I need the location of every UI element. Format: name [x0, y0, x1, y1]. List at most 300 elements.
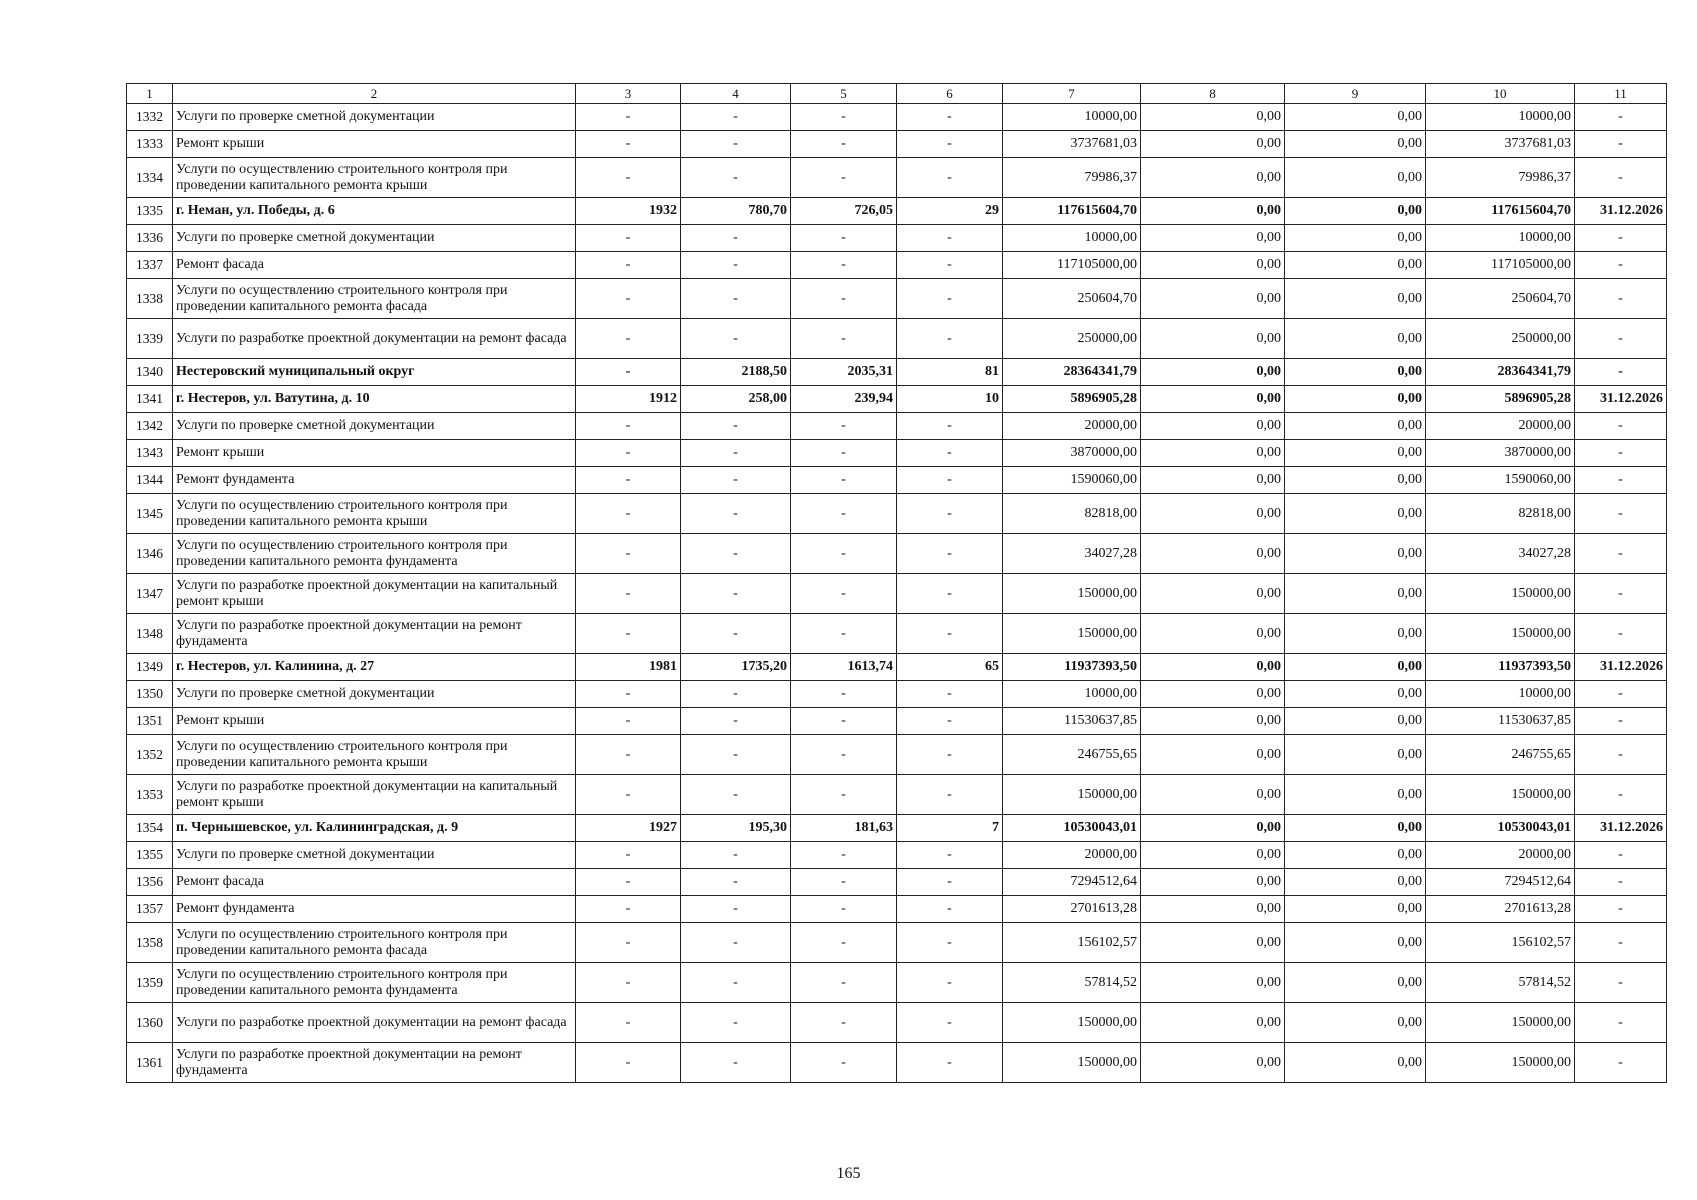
- funding-cell-10: 5896905,28: [1426, 386, 1575, 413]
- row-number: 1333: [127, 131, 173, 158]
- table-row: [127, 158, 1667, 198]
- deadline-cell: -: [1575, 896, 1667, 923]
- total-cost-cell: 82818,00: [1003, 494, 1141, 534]
- table-row: [127, 681, 1667, 708]
- funding-cell-9: 0,00: [1285, 279, 1426, 319]
- funding-cell-10: 150000,00: [1426, 1003, 1575, 1043]
- row-description: Ремонт крыши: [173, 131, 576, 158]
- residents-count-cell: -: [897, 708, 1003, 735]
- total-area-cell: -: [681, 869, 791, 896]
- total-area-cell: -: [681, 534, 791, 574]
- total-cost-cell: 246755,65: [1003, 735, 1141, 775]
- column-header: 10: [1426, 84, 1575, 104]
- total-area-cell: -: [681, 1043, 791, 1083]
- year-built-cell: -: [576, 279, 681, 319]
- living-area-cell: -: [791, 842, 897, 869]
- funding-cell-8: 0,00: [1141, 654, 1285, 681]
- funding-cell-8: 0,00: [1141, 359, 1285, 386]
- table-row: [127, 359, 1667, 386]
- table-row: [127, 467, 1667, 494]
- funding-cell-9: 0,00: [1285, 815, 1426, 842]
- total-area-cell: -: [681, 413, 791, 440]
- residents-count-cell: 10: [897, 386, 1003, 413]
- funding-cell-10: 117105000,00: [1426, 252, 1575, 279]
- total-cost-cell: 10000,00: [1003, 225, 1141, 252]
- living-area-cell: -: [791, 225, 897, 252]
- living-area-cell: -: [791, 896, 897, 923]
- living-area-cell: -: [791, 467, 897, 494]
- table-row: [127, 198, 1667, 225]
- living-area-cell: -: [791, 735, 897, 775]
- residents-count-cell: -: [897, 681, 1003, 708]
- funding-cell-10: 10000,00: [1426, 681, 1575, 708]
- row-number: 1344: [127, 467, 173, 494]
- year-built-cell: -: [576, 104, 681, 131]
- year-built-cell: -: [576, 963, 681, 1003]
- year-built-cell: -: [576, 574, 681, 614]
- deadline-cell: -: [1575, 467, 1667, 494]
- total-cost-cell: 20000,00: [1003, 413, 1141, 440]
- total-cost-cell: 57814,52: [1003, 963, 1141, 1003]
- total-area-cell: -: [681, 440, 791, 467]
- row-description: Ремонт фундамента: [173, 467, 576, 494]
- deadline-cell: -: [1575, 494, 1667, 534]
- total-cost-cell: 10000,00: [1003, 104, 1141, 131]
- year-built-cell: -: [576, 1003, 681, 1043]
- funding-cell-9: 0,00: [1285, 440, 1426, 467]
- deadline-cell: -: [1575, 869, 1667, 896]
- funding-cell-10: 20000,00: [1426, 842, 1575, 869]
- row-number: 1350: [127, 681, 173, 708]
- funding-cell-8: 0,00: [1141, 1043, 1285, 1083]
- row-description: Услуги по осуществлению строительного контроля при проведении капитального ремонта фасада: [173, 279, 576, 319]
- funding-cell-8: 0,00: [1141, 735, 1285, 775]
- total-area-cell: -: [681, 614, 791, 654]
- funding-cell-9: 0,00: [1285, 1003, 1426, 1043]
- funding-cell-8: 0,00: [1141, 614, 1285, 654]
- total-area-cell: 258,00: [681, 386, 791, 413]
- funding-cell-8: 0,00: [1141, 467, 1285, 494]
- total-cost-cell: 28364341,79: [1003, 359, 1141, 386]
- table-row: [127, 815, 1667, 842]
- table-row: [127, 775, 1667, 815]
- residents-count-cell: 81: [897, 359, 1003, 386]
- living-area-cell: -: [791, 494, 897, 534]
- funding-cell-9: 0,00: [1285, 386, 1426, 413]
- row-description: Услуги по разработке проектной документации на ремонт фасада: [173, 319, 576, 359]
- year-built-cell: -: [576, 440, 681, 467]
- funding-cell-8: 0,00: [1141, 413, 1285, 440]
- funding-cell-9: 0,00: [1285, 104, 1426, 131]
- funding-cell-8: 0,00: [1141, 815, 1285, 842]
- living-area-cell: -: [791, 252, 897, 279]
- deadline-cell: -: [1575, 534, 1667, 574]
- table-row: [127, 386, 1667, 413]
- total-area-cell: -: [681, 494, 791, 534]
- deadline-cell: -: [1575, 359, 1667, 386]
- row-description: п. Чернышевское, ул. Калининградская, д. 9: [173, 815, 576, 842]
- row-number: 1339: [127, 319, 173, 359]
- funding-cell-8: 0,00: [1141, 869, 1285, 896]
- residents-count-cell: -: [897, 1043, 1003, 1083]
- funding-cell-10: 117615604,70: [1426, 198, 1575, 225]
- deadline-cell: -: [1575, 1003, 1667, 1043]
- row-number: 1338: [127, 279, 173, 319]
- residents-count-cell: -: [897, 252, 1003, 279]
- living-area-cell: -: [791, 681, 897, 708]
- row-number: 1355: [127, 842, 173, 869]
- total-cost-cell: 156102,57: [1003, 923, 1141, 963]
- funding-cell-9: 0,00: [1285, 654, 1426, 681]
- total-cost-cell: 150000,00: [1003, 775, 1141, 815]
- year-built-cell: 1932: [576, 198, 681, 225]
- total-area-cell: -: [681, 896, 791, 923]
- residents-count-cell: -: [897, 1003, 1003, 1043]
- column-header: 3: [576, 84, 681, 104]
- deadline-cell: -: [1575, 923, 1667, 963]
- row-description: г. Нестеров, ул. Ватутина, д. 10: [173, 386, 576, 413]
- row-number: 1332: [127, 104, 173, 131]
- year-built-cell: -: [576, 923, 681, 963]
- residents-count-cell: -: [897, 574, 1003, 614]
- total-area-cell: 780,70: [681, 198, 791, 225]
- deadline-cell: -: [1575, 225, 1667, 252]
- funding-cell-10: 11530637,85: [1426, 708, 1575, 735]
- living-area-cell: 239,94: [791, 386, 897, 413]
- funding-cell-9: 0,00: [1285, 319, 1426, 359]
- funding-cell-8: 0,00: [1141, 440, 1285, 467]
- living-area-cell: -: [791, 534, 897, 574]
- deadline-cell: -: [1575, 413, 1667, 440]
- total-area-cell: -: [681, 158, 791, 198]
- funding-cell-9: 0,00: [1285, 869, 1426, 896]
- row-number: 1352: [127, 735, 173, 775]
- residents-count-cell: -: [897, 896, 1003, 923]
- total-area-cell: -: [681, 252, 791, 279]
- year-built-cell: -: [576, 359, 681, 386]
- funding-cell-9: 0,00: [1285, 252, 1426, 279]
- residents-count-cell: -: [897, 614, 1003, 654]
- year-built-cell: 1981: [576, 654, 681, 681]
- total-cost-cell: 7294512,64: [1003, 869, 1141, 896]
- deadline-cell: -: [1575, 963, 1667, 1003]
- total-area-cell: -: [681, 681, 791, 708]
- living-area-cell: -: [791, 614, 897, 654]
- residents-count-cell: -: [897, 319, 1003, 359]
- table-row: [127, 735, 1667, 775]
- residents-count-cell: -: [897, 494, 1003, 534]
- total-area-cell: -: [681, 963, 791, 1003]
- residents-count-cell: 7: [897, 815, 1003, 842]
- funding-cell-10: 156102,57: [1426, 923, 1575, 963]
- total-cost-cell: 3737681,03: [1003, 131, 1141, 158]
- row-description: г. Нестеров, ул. Калинина, д. 27: [173, 654, 576, 681]
- table-row: [127, 963, 1667, 1003]
- living-area-cell: 1613,74: [791, 654, 897, 681]
- row-number: 1343: [127, 440, 173, 467]
- deadline-cell: 31.12.2026: [1575, 386, 1667, 413]
- year-built-cell: -: [576, 467, 681, 494]
- living-area-cell: -: [791, 574, 897, 614]
- living-area-cell: -: [791, 1043, 897, 1083]
- row-description: Услуги по проверке сметной документации: [173, 842, 576, 869]
- row-number: 1348: [127, 614, 173, 654]
- funding-cell-10: 250604,70: [1426, 279, 1575, 319]
- funding-cell-8: 0,00: [1141, 252, 1285, 279]
- funding-cell-9: 0,00: [1285, 534, 1426, 574]
- total-area-cell: -: [681, 574, 791, 614]
- deadline-cell: -: [1575, 614, 1667, 654]
- year-built-cell: -: [576, 775, 681, 815]
- row-number: 1346: [127, 534, 173, 574]
- funding-cell-8: 0,00: [1141, 1003, 1285, 1043]
- row-number: 1353: [127, 775, 173, 815]
- row-description: Услуги по осуществлению строительного контроля при проведении капитального ремонта фасада: [173, 923, 576, 963]
- table-row: [127, 494, 1667, 534]
- deadline-cell: -: [1575, 842, 1667, 869]
- funding-cell-9: 0,00: [1285, 198, 1426, 225]
- table-row: [127, 842, 1667, 869]
- year-built-cell: -: [576, 494, 681, 534]
- total-cost-cell: 10530043,01: [1003, 815, 1141, 842]
- year-built-cell: -: [576, 1043, 681, 1083]
- table-row: [127, 923, 1667, 963]
- year-built-cell: -: [576, 896, 681, 923]
- funding-cell-8: 0,00: [1141, 923, 1285, 963]
- deadline-cell: -: [1575, 158, 1667, 198]
- living-area-cell: -: [791, 923, 897, 963]
- table-row: [127, 225, 1667, 252]
- table-row: [127, 869, 1667, 896]
- row-number: 1359: [127, 963, 173, 1003]
- row-number: 1341: [127, 386, 173, 413]
- funding-cell-9: 0,00: [1285, 923, 1426, 963]
- funding-cell-8: 0,00: [1141, 198, 1285, 225]
- total-area-cell: -: [681, 735, 791, 775]
- funding-cell-10: 3737681,03: [1426, 131, 1575, 158]
- row-description: Услуги по проверке сметной документации: [173, 104, 576, 131]
- total-cost-cell: 20000,00: [1003, 842, 1141, 869]
- deadline-cell: -: [1575, 131, 1667, 158]
- living-area-cell: 181,63: [791, 815, 897, 842]
- deadline-cell: -: [1575, 735, 1667, 775]
- funding-cell-9: 0,00: [1285, 131, 1426, 158]
- total-cost-cell: 150000,00: [1003, 614, 1141, 654]
- row-number: 1336: [127, 225, 173, 252]
- living-area-cell: -: [791, 708, 897, 735]
- table-row: [127, 654, 1667, 681]
- funding-cell-9: 0,00: [1285, 1043, 1426, 1083]
- funding-cell-9: 0,00: [1285, 842, 1426, 869]
- table-row: [127, 252, 1667, 279]
- year-built-cell: -: [576, 869, 681, 896]
- total-area-cell: -: [681, 279, 791, 319]
- funding-cell-9: 0,00: [1285, 158, 1426, 198]
- funding-cell-8: 0,00: [1141, 386, 1285, 413]
- funding-cell-8: 0,00: [1141, 104, 1285, 131]
- funding-cell-9: 0,00: [1285, 896, 1426, 923]
- total-area-cell: -: [681, 842, 791, 869]
- year-built-cell: -: [576, 252, 681, 279]
- funding-cell-9: 0,00: [1285, 413, 1426, 440]
- funding-cell-10: 10000,00: [1426, 225, 1575, 252]
- funding-cell-10: 150000,00: [1426, 574, 1575, 614]
- living-area-cell: -: [791, 413, 897, 440]
- residents-count-cell: -: [897, 279, 1003, 319]
- funding-cell-8: 0,00: [1141, 963, 1285, 1003]
- funding-cell-10: 57814,52: [1426, 963, 1575, 1003]
- total-cost-cell: 3870000,00: [1003, 440, 1141, 467]
- residents-count-cell: -: [897, 869, 1003, 896]
- year-built-cell: -: [576, 842, 681, 869]
- row-number: 1347: [127, 574, 173, 614]
- row-number: 1358: [127, 923, 173, 963]
- funding-cell-10: 1590060,00: [1426, 467, 1575, 494]
- total-area-cell: -: [681, 923, 791, 963]
- column-header: 11: [1575, 84, 1667, 104]
- column-header: 4: [681, 84, 791, 104]
- residents-count-cell: 65: [897, 654, 1003, 681]
- row-description: Ремонт фасада: [173, 869, 576, 896]
- funding-cell-10: 20000,00: [1426, 413, 1575, 440]
- total-area-cell: -: [681, 319, 791, 359]
- deadline-cell: -: [1575, 681, 1667, 708]
- funding-cell-10: 150000,00: [1426, 1043, 1575, 1083]
- budget-table: [126, 83, 1667, 1083]
- funding-cell-10: 79986,37: [1426, 158, 1575, 198]
- funding-cell-8: 0,00: [1141, 574, 1285, 614]
- total-area-cell: -: [681, 708, 791, 735]
- year-built-cell: -: [576, 534, 681, 574]
- residents-count-cell: -: [897, 534, 1003, 574]
- funding-cell-9: 0,00: [1285, 574, 1426, 614]
- total-area-cell: -: [681, 225, 791, 252]
- total-area-cell: 2188,50: [681, 359, 791, 386]
- residents-count-cell: -: [897, 842, 1003, 869]
- row-number: 1345: [127, 494, 173, 534]
- total-cost-cell: 2701613,28: [1003, 896, 1141, 923]
- total-area-cell: -: [681, 775, 791, 815]
- total-cost-cell: 250000,00: [1003, 319, 1141, 359]
- row-number: 1361: [127, 1043, 173, 1083]
- table-row: [127, 279, 1667, 319]
- row-description: Услуги по осуществлению строительного контроля при проведении капитального ремонта крыши: [173, 735, 576, 775]
- row-description: Услуги по разработке проектной документации на ремонт фундамента: [173, 1043, 576, 1083]
- residents-count-cell: -: [897, 225, 1003, 252]
- funding-cell-9: 0,00: [1285, 225, 1426, 252]
- total-cost-cell: 11530637,85: [1003, 708, 1141, 735]
- table-row: [127, 1003, 1667, 1043]
- funding-cell-8: 0,00: [1141, 131, 1285, 158]
- funding-cell-9: 0,00: [1285, 963, 1426, 1003]
- deadline-cell: 31.12.2026: [1575, 815, 1667, 842]
- total-cost-cell: 150000,00: [1003, 1003, 1141, 1043]
- column-header: 7: [1003, 84, 1141, 104]
- funding-cell-9: 0,00: [1285, 614, 1426, 654]
- table-row: [127, 104, 1667, 131]
- row-description: Нестеровский муниципальный округ: [173, 359, 576, 386]
- row-description: Ремонт крыши: [173, 708, 576, 735]
- row-number: 1351: [127, 708, 173, 735]
- year-built-cell: -: [576, 413, 681, 440]
- living-area-cell: 2035,31: [791, 359, 897, 386]
- row-description: Услуги по осуществлению строительного контроля при проведении капитального ремонта крыши: [173, 158, 576, 198]
- row-number: 1354: [127, 815, 173, 842]
- total-cost-cell: 34027,28: [1003, 534, 1141, 574]
- deadline-cell: 31.12.2026: [1575, 654, 1667, 681]
- row-description: Услуги по проверке сметной документации: [173, 681, 576, 708]
- funding-cell-10: 150000,00: [1426, 775, 1575, 815]
- living-area-cell: -: [791, 775, 897, 815]
- row-description: Ремонт фундамента: [173, 896, 576, 923]
- row-number: 1337: [127, 252, 173, 279]
- total-cost-cell: 79986,37: [1003, 158, 1141, 198]
- living-area-cell: -: [791, 158, 897, 198]
- row-number: 1356: [127, 869, 173, 896]
- living-area-cell: -: [791, 131, 897, 158]
- table-row: [127, 708, 1667, 735]
- funding-cell-9: 0,00: [1285, 775, 1426, 815]
- residents-count-cell: -: [897, 735, 1003, 775]
- year-built-cell: 1912: [576, 386, 681, 413]
- funding-cell-10: 246755,65: [1426, 735, 1575, 775]
- deadline-cell: -: [1575, 279, 1667, 319]
- living-area-cell: -: [791, 104, 897, 131]
- funding-cell-10: 28364341,79: [1426, 359, 1575, 386]
- row-description: Услуги по проверке сметной документации: [173, 225, 576, 252]
- row-description: г. Неман, ул. Победы, д. 6: [173, 198, 576, 225]
- table-row: [127, 413, 1667, 440]
- table-row: [127, 319, 1667, 359]
- row-number: 1360: [127, 1003, 173, 1043]
- total-cost-cell: 150000,00: [1003, 1043, 1141, 1083]
- funding-cell-8: 0,00: [1141, 681, 1285, 708]
- funding-cell-8: 0,00: [1141, 279, 1285, 319]
- funding-cell-8: 0,00: [1141, 842, 1285, 869]
- funding-cell-10: 11937393,50: [1426, 654, 1575, 681]
- total-cost-cell: 150000,00: [1003, 574, 1141, 614]
- row-number: 1357: [127, 896, 173, 923]
- total-area-cell: 195,30: [681, 815, 791, 842]
- total-area-cell: -: [681, 467, 791, 494]
- row-description: Услуги по разработке проектной документации на ремонт фасада: [173, 1003, 576, 1043]
- table-row: [127, 131, 1667, 158]
- residents-count-cell: -: [897, 467, 1003, 494]
- deadline-cell: -: [1575, 574, 1667, 614]
- year-built-cell: -: [576, 681, 681, 708]
- residents-count-cell: -: [897, 158, 1003, 198]
- total-area-cell: -: [681, 104, 791, 131]
- funding-cell-10: 10530043,01: [1426, 815, 1575, 842]
- row-description: Услуги по осуществлению строительного контроля при проведении капитального ремонта крыши: [173, 494, 576, 534]
- funding-cell-10: 82818,00: [1426, 494, 1575, 534]
- year-built-cell: 1927: [576, 815, 681, 842]
- column-header: 6: [897, 84, 1003, 104]
- year-built-cell: -: [576, 131, 681, 158]
- row-number: 1335: [127, 198, 173, 225]
- deadline-cell: -: [1575, 252, 1667, 279]
- column-header: 8: [1141, 84, 1285, 104]
- living-area-cell: -: [791, 279, 897, 319]
- table-row: [127, 614, 1667, 654]
- table-row: [127, 574, 1667, 614]
- funding-cell-8: 0,00: [1141, 896, 1285, 923]
- table-row: [127, 534, 1667, 574]
- total-cost-cell: 5896905,28: [1003, 386, 1141, 413]
- year-built-cell: -: [576, 225, 681, 252]
- total-area-cell: 1735,20: [681, 654, 791, 681]
- table-row: [127, 440, 1667, 467]
